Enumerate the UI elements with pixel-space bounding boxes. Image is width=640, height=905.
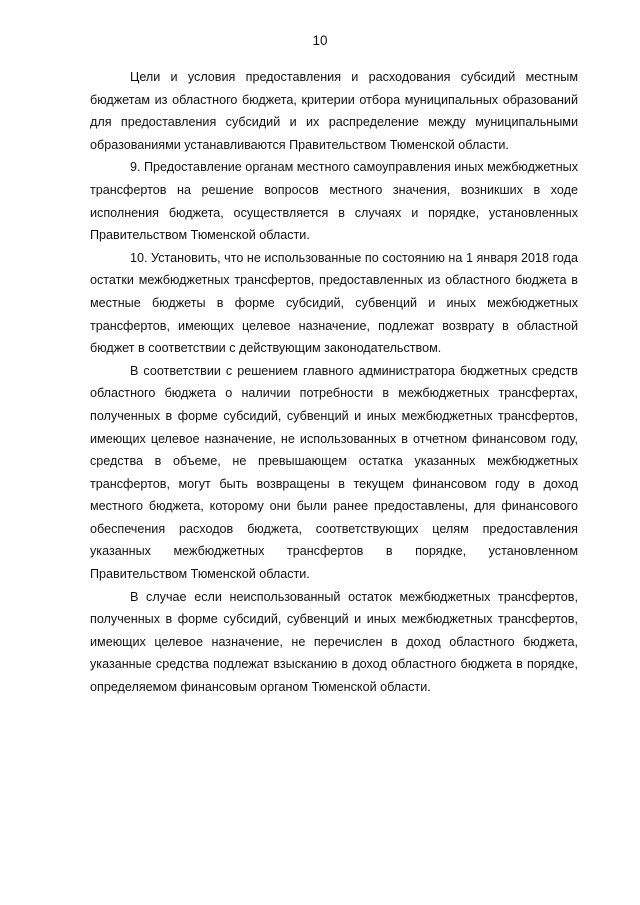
document-body xyxy=(90,66,578,699)
paragraph-subsidy-conditions: Цели и условия предоставления и расходования субсидий местным бюджетам из областного бюджета, критерии отбора муниципальных образований для предоставления субсидий и их распределение между муниципальными образованиями устанавливаются Правительством Тюменской области. xyxy=(90,70,578,152)
paragraph-recovery-of-funds: В случае если неиспользованный остаток межбюджетных трансфертов, полученных в форме субсидий, субвенций и иных межбюджетных трансфертов, имеющих целевое назначение, не перечислен в доход областного бюджета, указанные средства подлежат взысканию в доход областного бюджета в порядке, определяемом финансовым органом Тюменской области. xyxy=(90,589,578,695)
paragraph-return-of-funds: В соответствии с решением главного администратора бюджетных средств областного бюджета о наличии потребности в межбюджетных трансфертах, полученных в форме субсидий, субвенций и иных межбюджетных трансфертов, имеющих целевое назначение, не использованных в отчетном финансовом году, средства в объеме, не превышающем остатка указанных межбюджетных трансфертов, могут быть возвращены в текущем финансовом году в доход местного бюджета, которому они были ранее предоставлены, для финансового обеспечения расходов бюджета, соответствующих целям предоставления указанных межбюджетных трансфертов в порядке, установленном Правительством Тюменской области. xyxy=(90,363,578,582)
paragraph-item-9: 9. Предоставление органам местного самоуправления иных межбюджетных трансфертов на решение вопросов местного значения, возникших в ходе исполнения бюджета, осуществляется в случаях и порядке, установленных Правительством Тюменской области. xyxy=(90,160,579,243)
page-number: 10 xyxy=(312,33,328,48)
paragraph-item-10: 10. Установить, что не использованные по состоянию на 1 января 2018 года остатки межбюджетных трансфертов, предоставленных из областного бюджета в местные бюджеты в форме субсидий, субвенций и иных межбюджетных трансфертов, имеющих целевое назначение, подлежат возврату в областной бюджет в соответствии с действующим законодательством. xyxy=(90,250,578,356)
